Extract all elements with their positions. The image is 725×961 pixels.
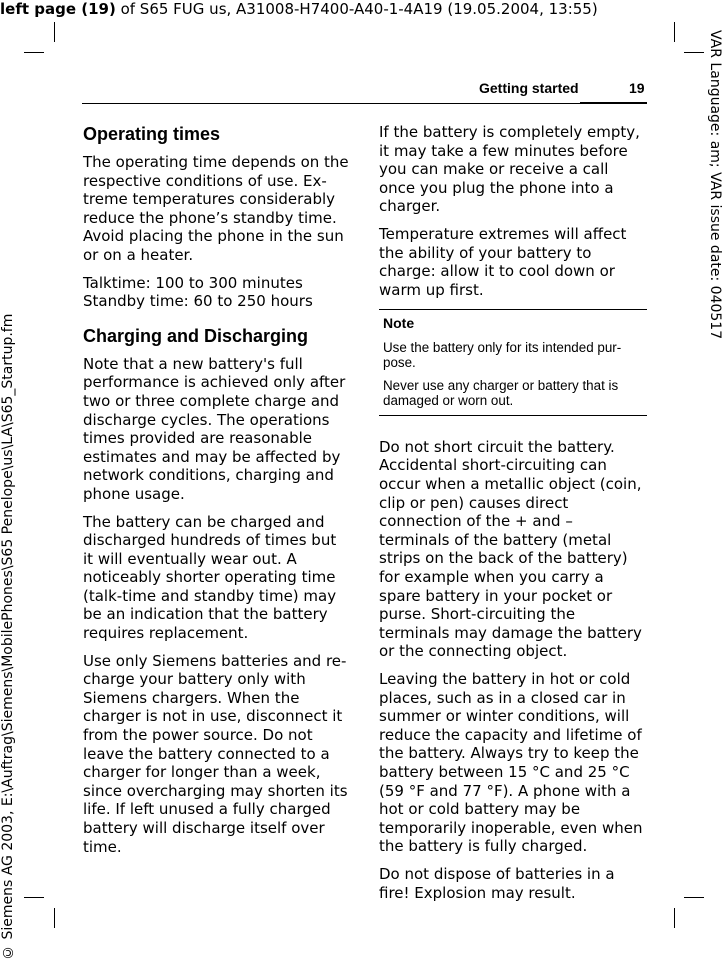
right-column xyxy=(379,123,647,911)
talktime-line: Talktime: 100 to 300 minutes xyxy=(83,273,303,292)
crop-mark xyxy=(24,52,44,53)
paragraph: Do not short circuit the battery. Accidental short-circuiting can occur when a metallic object (coin, clip or pen) causes direct connection of the + and – terminals of the battery (metal strips on the back of the battery) for example when you carry a spare battery in your pocket or purse. Short-circuiting the terminals may damage the battery or the connecting object. xyxy=(379,437,642,661)
print-meta-details: of S65 FUG us, A31008-H7400-A40-1-4A19 (19.05.2004, 13:55) xyxy=(115,0,598,18)
note-title: Note xyxy=(383,315,415,332)
copyright-file-path: © Siemens AG 2003, E:\Auftrag\Siemens\MobilePhones\S65 Penelope\us\LA\S65_Startup.fm xyxy=(0,313,16,960)
paragraph: Note that a new battery's full performance is achieved only after two or three complete charge and discharge cycles. The operations times provided are reasonable estimates and may be affected by network conditions, charging and phone usage. xyxy=(83,354,346,503)
paragraph: The battery can be charged and discharged hundreds of times but it will eventually wear out. A noticeably shorter operating time (talk-time and standby time) may be an indication that the battery requires replacement. xyxy=(83,512,337,643)
print-meta-header xyxy=(0,0,700,18)
crop-mark xyxy=(674,908,675,928)
note-line: Use the battery only for its intended purpose. xyxy=(383,339,622,371)
page-number: 19 xyxy=(629,80,645,96)
crop-mark xyxy=(24,897,44,898)
heading-charging: Charging and Discharging xyxy=(83,325,309,346)
standby-line: Standby time: 60 to 250 hours xyxy=(83,292,313,311)
crop-mark xyxy=(684,52,704,53)
section-title: Getting started xyxy=(479,80,579,96)
left-column xyxy=(83,123,351,865)
paragraph: Use only Siemens batteries and recharge your battery only with Siemens chargers. When the charger is not in use, disconnect it from the power source. Do not leave the battery connected to a charger for longer than a week, since overcharging may shorten its life. If left unused a fully charged battery will discharge itself over time. xyxy=(83,651,348,856)
heading-operating-times: Operating times xyxy=(83,124,221,144)
paragraph: If the battery is completely empty, it may take a few minutes before you can make or receive a call once you plug the phone into a charger. xyxy=(379,123,640,216)
crop-mark xyxy=(674,22,675,42)
note-box xyxy=(379,309,647,416)
paragraph: Leaving the battery in hot or cold places, such as in a closed car in summer or winter conditions, will reduce the capacity and lifetime of the battery. Always try to keep the battery between 15 °C and 25 °C (59 °F and 77 °F). A phone with a hot or cold battery may be temporarily inoperable, even when the battery is fully charged. xyxy=(379,669,643,856)
paragraph: The operating time depends on the respective conditions of use. Extreme temperatures considerably reduce the phone’s standby time. Avoid placing the phone in the sun or on a heater. xyxy=(83,153,349,264)
print-meta-page: left page (19) xyxy=(0,0,116,18)
crop-mark xyxy=(54,22,55,42)
crop-mark xyxy=(684,897,704,898)
crop-mark xyxy=(54,908,55,928)
header-rule-accent xyxy=(580,102,647,104)
paragraph: Temperature extremes will affect the ability of your battery to charge: allow it to cool down or warm up first. xyxy=(379,224,627,299)
header-rule xyxy=(82,103,647,104)
paragraph: Do not dispose of batteries in a fire! Explosion may result. xyxy=(379,864,615,902)
note-line: Never use any charger or battery that is damaged or worn out. xyxy=(383,377,619,409)
var-language-info: VAR Language: am; VAR issue date: 040517 xyxy=(707,30,723,340)
